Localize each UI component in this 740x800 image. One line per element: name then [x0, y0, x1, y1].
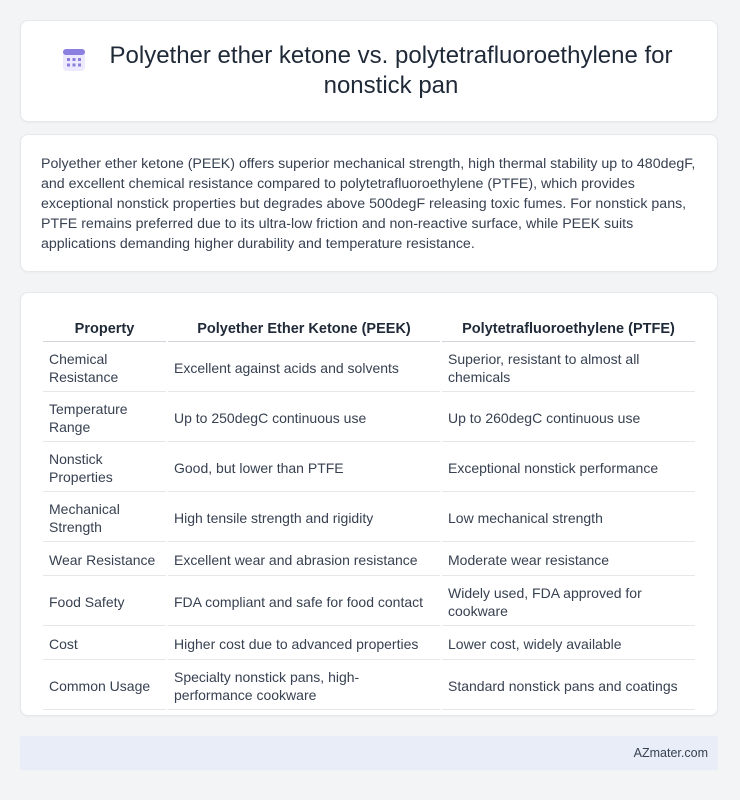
peek-cell: Specialty nonstick pans, high-performance cookware — [168, 662, 440, 710]
property-cell: Wear Resistance — [43, 544, 166, 576]
summary-text: Polyether ether ketone (PEEK) offers superior mechanical strength, high thermal stability up to 480degF, and excellent chemical resistance compared to polytetrafluoroethylene (PTFE), which provides exceptional nonstick properties but degrades above 500degF releasing toxic fumes. For nonstick pans, PTFE remains preferred due to its ultra-low friction and non-reactive surface, while PEEK suits applications demanding higher durability and temperature resistance. — [41, 156, 696, 252]
header-ptfe: Polytetrafluoroethylene (PTFE) — [442, 315, 695, 342]
peek-cell: Good, but lower than PTFE — [168, 444, 440, 492]
ptfe-cell: Lower cost, widely available — [442, 628, 695, 660]
property-cell: Cost — [43, 628, 166, 660]
property-cell: Nonstick Properties — [43, 444, 166, 492]
property-cell: Common Usage — [43, 662, 166, 710]
table-header-row — [43, 315, 695, 342]
table-row — [43, 662, 695, 710]
ptfe-cell: Moderate wear resistance — [442, 544, 695, 576]
ptfe-cell: Widely used, FDA approved for cookware — [442, 578, 695, 626]
table-grid-icon — [61, 47, 87, 73]
table-row — [43, 444, 695, 492]
peek-cell: High tensile strength and rigidity — [168, 494, 440, 542]
table-row — [43, 544, 695, 576]
table-row — [43, 394, 695, 442]
table-row — [43, 578, 695, 626]
title-card — [20, 20, 718, 122]
footer-bar — [20, 736, 718, 770]
summary-card — [20, 134, 718, 272]
table-row — [43, 494, 695, 542]
ptfe-cell: Superior, resistant to almost all chemicals — [442, 344, 695, 392]
comparison-table-card — [20, 292, 718, 716]
page-title: Polyether ether ketone vs. polytetrafluoroethylene for nonstick pan — [109, 42, 673, 99]
ptfe-cell: Standard nonstick pans and coatings — [442, 662, 695, 710]
property-cell: Chemical Resistance — [43, 344, 166, 392]
header-property: Property — [43, 315, 166, 342]
peek-cell: Excellent against acids and solvents — [168, 344, 440, 392]
comparison-table — [41, 313, 697, 712]
peek-cell: Higher cost due to advanced properties — [168, 628, 440, 660]
ptfe-cell: Exceptional nonstick performance — [442, 444, 695, 492]
property-cell: Temperature Range — [43, 394, 166, 442]
peek-cell: FDA compliant and safe for food contact — [168, 578, 440, 626]
footer-brand[interactable]: AZmater.com — [633, 746, 708, 760]
table-row — [43, 344, 695, 392]
title-wrap — [21, 41, 717, 101]
property-cell: Food Safety — [43, 578, 166, 626]
property-cell: Mechanical Strength — [43, 494, 166, 542]
ptfe-cell: Up to 260degC continuous use — [442, 394, 695, 442]
table-row — [43, 628, 695, 660]
header-peek: Polyether Ether Ketone (PEEK) — [168, 315, 440, 342]
ptfe-cell: Low mechanical strength — [442, 494, 695, 542]
peek-cell: Up to 250degC continuous use — [168, 394, 440, 442]
peek-cell: Excellent wear and abrasion resistance — [168, 544, 440, 576]
